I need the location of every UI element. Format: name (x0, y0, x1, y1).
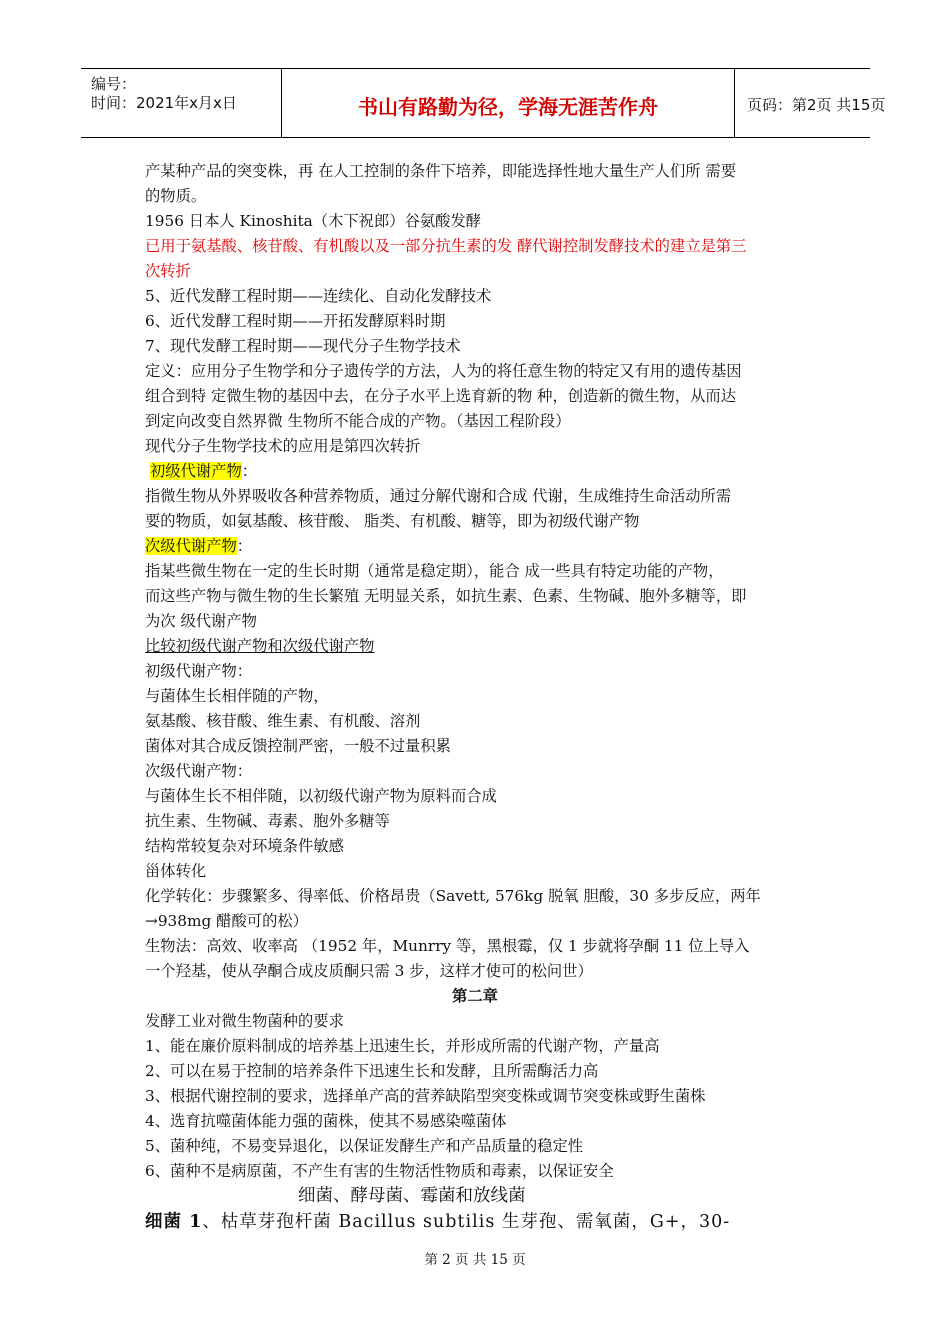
body-line: 3、根据代谢控制的要求，选择单产高的营养缺陷型突变株或调节突变株或野生菌株 (145, 1087, 706, 1105)
page-code: 页码：第2页 共15页 (747, 96, 886, 114)
body-line: 1956 日本人 Kinoshita（木下祝郎）谷氨酸发酵 (145, 212, 482, 230)
body-line: 氨基酸、核苷酸、维生素、有机酸、溶剂 (145, 712, 421, 730)
doc-time-label: 时间：2021年x月x日 (91, 94, 237, 112)
body-line: 抗生素、生物碱、毒素、胞外多糖等 (145, 812, 390, 830)
microbe-types-line: 细菌、酵母菌、霉菌和放线菌 (298, 1186, 526, 1206)
body-line: 菌体对其合成反馈控制严密，一般不过量积累 (145, 737, 451, 755)
body-line: 6、近代发酵工程时期——开拓发酵原料时期 (145, 312, 446, 330)
chapter-title: 第二章 (452, 987, 498, 1005)
body-line: 化学转化：步骤繁多、得率低、价格昂贵（Savett, 576kg 脱氧 胆酸，30 多步反应，两年 (145, 887, 761, 905)
body-line: 为次 级代谢产物 (145, 612, 257, 630)
body-line: 甾体转化 (145, 862, 207, 880)
body-line: 5、菌种纯，不易变异退化，以保证发酵生产和产品质量的稳定性 (145, 1137, 584, 1155)
body-line: 组合到特 定微生物的基因中去，在分子水平上选育新的物 种，创造新的微生物，从而达 (145, 387, 737, 405)
header-table (81, 68, 886, 138)
body-line: 指微生物从外界吸收各种营养物质，通过分解代谢和合成 代谢，生成维持生命活动所需 (145, 487, 732, 505)
body-line-red: 次转折 (145, 262, 191, 280)
body-line: 现代分子生物学技术的应用是第四次转折 (145, 437, 421, 455)
body-line: 初级代谢产物： (145, 662, 253, 680)
body-line: 要的物质，如氨基酸、核苷酸、 脂类、有机酸、糖等，即为初级代谢产物 (145, 512, 640, 530)
body-line: 生物法：高效、收率高 （1952 年，Munrry 等，黑根霉，仅 1 步就将孕酮 11 位上导入 (145, 937, 750, 955)
header-page-cell (735, 69, 886, 137)
body-line: 指某些微生物在一定的生长时期（通常是稳定期），能合 成一些具有特定功能的产物， (145, 562, 724, 580)
highlighted-term: 次级代谢产物 (145, 537, 237, 555)
body-line: 与菌体生长相伴随的产物， (145, 687, 329, 705)
header-info-cell (81, 69, 282, 137)
body-line: 到定向改变自然界微 生物所不能合成的产物。（基因工程阶段） (145, 412, 571, 430)
body-line: 而这些产物与微生物的生长繁殖 无明显关系，如抗生素、色素、生物碱、胞外多糖等，即 (145, 587, 747, 605)
body-line: 结构常较复杂对环境条件敏感 (145, 837, 344, 855)
motto: 书山有路勤为径，学海无涯苦作舟 (358, 95, 658, 119)
body-line: 5、近代发酵工程时期——连续化、自动化发酵技术 (145, 287, 492, 305)
body-line: 的物质。 (145, 187, 207, 205)
heading-colon: ： (241, 462, 258, 480)
doc-number-label: 编号： (91, 75, 137, 93)
body-line: 4、选育抗噬菌体能力强的菌株，使其不易感染噬菌体 (145, 1112, 507, 1130)
body-line: 一个羟基，使从孕酮合成皮质酮只需 3 步，这样才使可的松问世） (145, 962, 593, 980)
primary-metabolite-heading (150, 461, 257, 481)
body-line: 1、能在廉价原料制成的培养基上迅速生长，并形成所需的代谢产物，产量高 (145, 1037, 660, 1055)
bacteria-label: 细菌 1 (145, 1212, 203, 1232)
body-line: 7、现代发酵工程时期——现代分子生物学技术 (145, 337, 461, 355)
body-line: 2、可以在易于控制的培养条件下迅速生长和发酵，且所需酶活力高 (145, 1062, 599, 1080)
bacteria-text: 、枯草芽孢杆菌 Bacillus subtilis 生芽孢、需氧菌，G+，30- (202, 1212, 731, 1232)
heading-colon: ： (236, 537, 253, 555)
body-line-red: 已用于氨基酸、核苷酸、有机酸以及一部分抗生素的发 酵代谢控制发酵技术的建立是第三 (145, 237, 747, 255)
body-line: 发酵工业对微生物菌种的要求 (145, 1012, 344, 1030)
highlighted-term: 初级代谢产物 (150, 462, 242, 480)
comparison-heading: 比较初级代谢产物和次级代谢产物 (145, 637, 375, 655)
body-line: 定义：应用分子生物学和分子遗传学的方法，人为的将任意生物的特定又有用的遗传基因 (145, 362, 742, 380)
page-footer: 第 2 页 共 15 页 (424, 1252, 526, 1268)
body-line: 次级代谢产物： (145, 762, 253, 780)
body-line: 与菌体生长不相伴随，以初级代谢产物为原料而合成 (145, 787, 497, 805)
bacteria-line (145, 1212, 730, 1232)
body-line: 6、菌种不是病原菌，不产生有害的生物活性物质和毒素，以保证安全 (145, 1162, 614, 1180)
secondary-metabolite-heading (145, 536, 252, 556)
header-motto-cell (282, 69, 735, 137)
body-line: 产某种产品的突变株，再 在人工控制的条件下培养，即能选择性地大量生产人们所 需要 (145, 162, 737, 180)
body-line: →938mg 醋酸可的松） (145, 912, 308, 930)
